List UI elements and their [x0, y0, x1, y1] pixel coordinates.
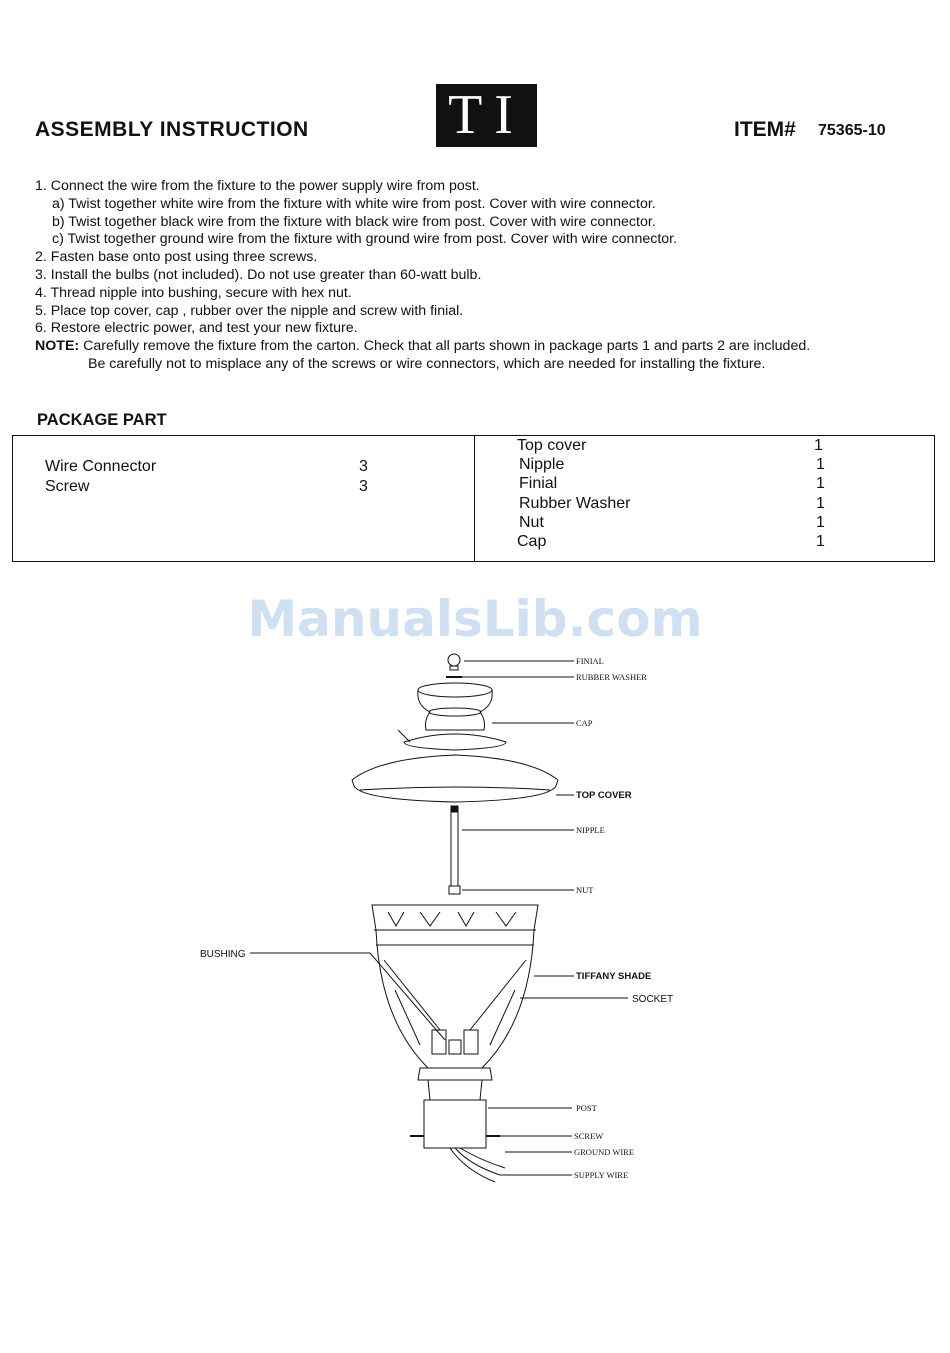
right-part-name: Cap [517, 533, 547, 550]
instruction-step-4: 4. Thread nipple into bushing, secure with hex nut. [35, 284, 352, 301]
note-line-1 [35, 338, 915, 356]
label-cap: CAP [576, 718, 593, 728]
right-part-qty: 1 [816, 514, 825, 531]
document-title: ASSEMBLY INSTRUCTION [35, 118, 309, 141]
right-part-qty: 1 [814, 437, 823, 454]
finial-part [448, 654, 460, 670]
left-part-qty: 3 [359, 458, 368, 475]
package-part-title: PACKAGE PART [37, 411, 167, 429]
left-part-name: Wire Connector [45, 458, 157, 475]
label-nipple: NIPPLE [576, 825, 605, 835]
instructions-list [35, 178, 915, 374]
note-line-2: Be carefully not to misplace any of the screws or wire connectors, which are needed for installing the fixture. [88, 355, 766, 372]
instruction-step-1c: c) Twist together ground wire from the fixture with ground wire from post. Cover with wire connector. [52, 231, 678, 248]
nipple-part [451, 806, 458, 886]
label-screw: SCREW [574, 1131, 604, 1141]
label-top-cover: TOP COVER [576, 790, 632, 801]
note-text-1: Carefully remove the fixture from the carton. Check that all parts shown in package parts 1 and parts 2 are included. [79, 338, 811, 355]
right-part-qty: 1 [816, 456, 825, 473]
item-number: 75365-10 [818, 122, 886, 139]
label-rubber: RUBBER [576, 672, 611, 682]
item-label: ITEM# [734, 118, 796, 141]
instruction-step-5: 5. Place top cover, cap , rubber over the nipple and screw with finial. [35, 302, 464, 319]
label-socket: SOCKET [632, 994, 674, 1005]
exploded-assembly-diagram [0, 640, 950, 1200]
label-supply-wire: SUPPLY WIRE [574, 1170, 629, 1180]
right-part-qty: 1 [816, 475, 825, 492]
label-tiffany-shade: TIFFANY SHADE [576, 971, 652, 982]
label-bushing: BUSHING [200, 949, 246, 960]
post-part [418, 1068, 492, 1148]
wires-part [450, 1148, 505, 1182]
right-part-qty: 1 [816, 495, 825, 512]
top-cover-part [352, 755, 558, 802]
right-part-name: Nipple [519, 456, 565, 473]
instruction-step-3: 3. Install the bulbs (not included). Do not use greater than 60-watt bulb. [35, 266, 482, 283]
tiffany-shade-part [372, 905, 538, 1068]
label-washer: WASHER [612, 672, 647, 682]
note-label: NOTE: [35, 338, 80, 355]
watermark: ManualsLib.com [247, 590, 703, 648]
label-nut: NUT [576, 885, 594, 895]
instruction-step-1: 1. Connect the wire from the fixture to the power supply wire from post. [35, 178, 480, 194]
right-part-name: Finial [519, 475, 558, 492]
instruction-step-6: 6. Restore electric power, and test your new fixture. [35, 320, 358, 337]
cap-part [398, 683, 506, 750]
left-part-name: Screw [45, 478, 90, 495]
label-post: POST [576, 1103, 597, 1113]
nut-part [449, 886, 460, 894]
package-table-divider [474, 435, 475, 562]
instruction-step-2: 2. Fasten base onto post using three screws. [35, 249, 318, 266]
brand-logo: TI [436, 84, 537, 147]
right-part-name: Nut [519, 514, 544, 531]
right-part-name: Top cover [517, 437, 587, 454]
right-part-qty: 1 [816, 533, 825, 550]
left-part-qty: 3 [359, 478, 368, 495]
label-finial: FINIAL [576, 656, 604, 666]
label-ground-wire: GROUND WIRE [574, 1147, 635, 1157]
instruction-step-1a: a) Twist together white wire from the fixture with white wire from post. Cover with wire connector. [52, 195, 656, 212]
right-part-name: Rubber Washer [519, 495, 631, 512]
instruction-step-1b: b) Twist together black wire from the fixture with black wire from post. Cover with wire connector. [52, 213, 656, 230]
